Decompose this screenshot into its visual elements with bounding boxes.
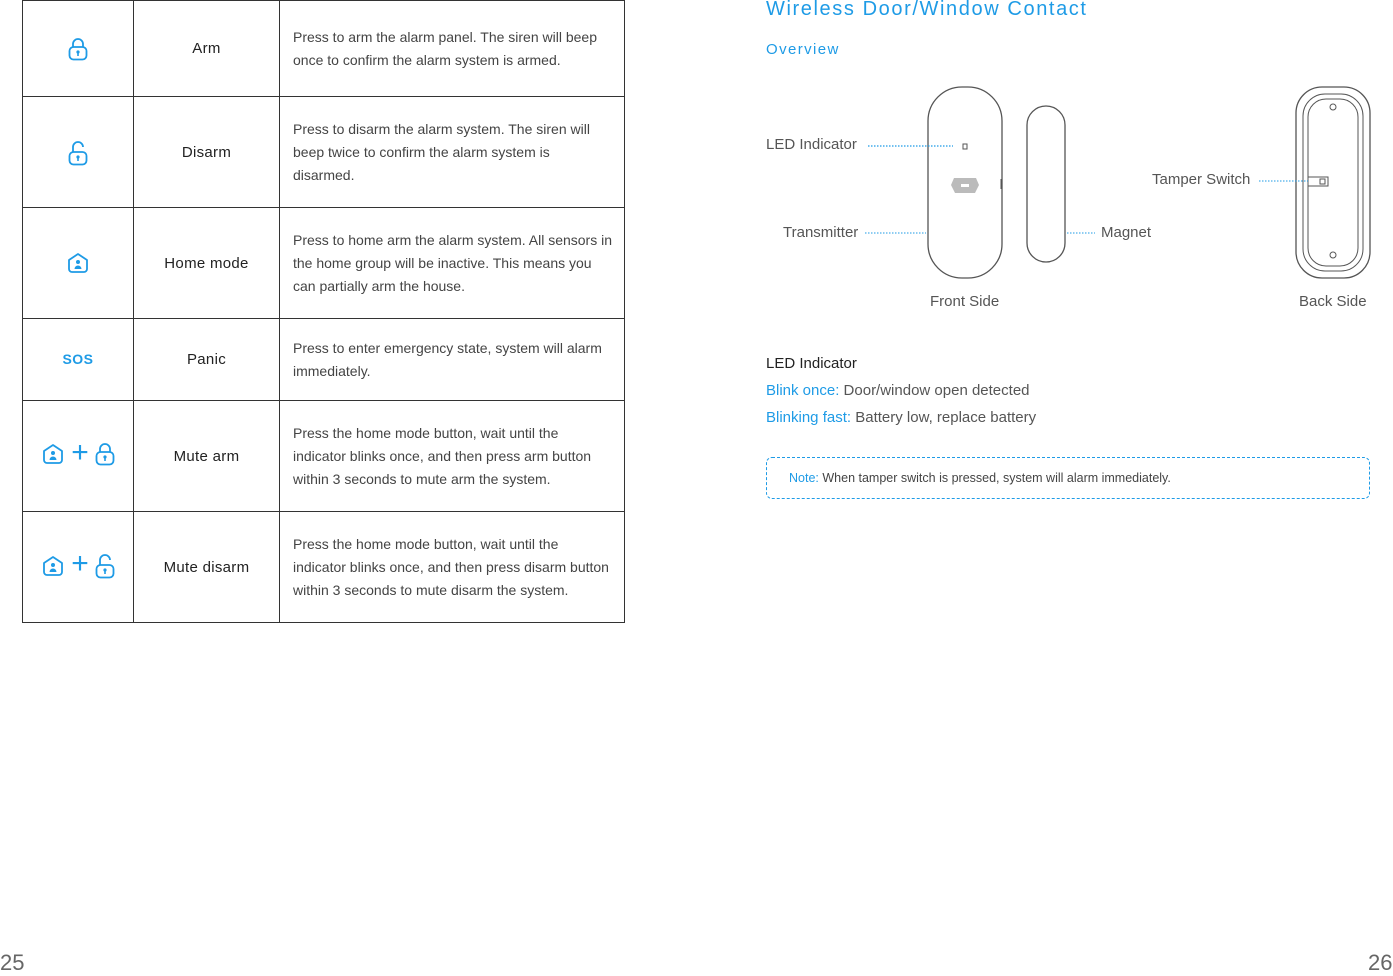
section-subtitle: Overview	[766, 41, 840, 58]
button-name: Mute arm	[134, 401, 280, 512]
led-indicator-heading: LED Indicator	[766, 355, 857, 372]
plus-sign: +	[71, 435, 89, 469]
icon-cell	[23, 97, 134, 208]
table-row	[23, 319, 625, 401]
button-name: Home mode	[134, 208, 280, 319]
tamper-switch-label: Tamper Switch	[1152, 171, 1251, 188]
led-indicator-label: LED Indicator	[766, 136, 857, 153]
icon-cell	[23, 1, 134, 97]
button-name: Panic	[134, 319, 280, 401]
device-illustration	[740, 75, 1390, 325]
button-description: Press to enter emergency state, system will alarm immediately.	[280, 319, 625, 401]
icon-cell	[23, 401, 134, 512]
icon-cell	[23, 512, 134, 623]
home-plus-lock-icon	[41, 435, 115, 469]
device-diagram	[740, 75, 1390, 325]
lock-closed-icon	[95, 442, 115, 466]
lock-closed-icon	[68, 37, 88, 61]
page-number-right: 26	[1368, 950, 1393, 975]
home-icon	[41, 443, 65, 465]
note-text: When tamper switch is pressed, system will alarm immediately.	[822, 471, 1171, 485]
button-description: Press to home arm the alarm system. All sensors in the home group will be inactive. This means you can partially arm the house.	[280, 208, 625, 319]
led-blink-once	[766, 382, 1030, 399]
button-name: Disarm	[134, 97, 280, 208]
button-name: Mute disarm	[134, 512, 280, 623]
home-plus-unlock-icon	[41, 547, 115, 581]
icon-cell	[23, 208, 134, 319]
led-blinking-fast-text: Battery low, replace battery	[855, 409, 1037, 426]
led-blink-once-text: Door/window open detected	[843, 382, 1030, 399]
lock-open-icon	[95, 552, 115, 579]
home-icon	[66, 252, 90, 274]
page-title: Wireless Door/Window Contact	[766, 0, 1088, 20]
table-row	[23, 512, 625, 623]
icon-cell	[23, 319, 134, 401]
table-row	[23, 1, 625, 97]
button-description: Press the home mode button, wait until the indicator blinks once, and then press disarm button within 3 seconds to mute disarm the system.	[280, 512, 625, 623]
page-number-left: 25	[0, 950, 25, 975]
button-description: Press to disarm the alarm system. The siren will beep twice to confirm the alarm system is disarmed.	[280, 97, 625, 208]
table-row	[23, 208, 625, 319]
lock-open-icon	[68, 139, 88, 166]
transmitter-label: Transmitter	[783, 224, 859, 241]
led-blinking-fast	[766, 409, 1036, 426]
button-function-table	[22, 0, 625, 623]
table-row	[23, 97, 625, 208]
back-side-label: Back Side	[1299, 293, 1367, 310]
sos-icon: SOS	[62, 350, 94, 367]
led-blinking-fast-label: Blinking fast:	[766, 409, 852, 426]
table-row	[23, 401, 625, 512]
front-side-label: Front Side	[930, 293, 1000, 310]
button-description: Press the home mode button, wait until the indicator blinks once, and then press arm button within 3 seconds to mute arm the system.	[280, 401, 625, 512]
plus-sign: +	[71, 547, 89, 581]
note-box	[766, 457, 1370, 499]
magnet-label: Magnet	[1101, 224, 1152, 241]
led-blink-once-label: Blink once:	[766, 382, 840, 399]
button-name: Arm	[134, 1, 280, 97]
button-description: Press to arm the alarm panel. The siren will beep once to confirm the alarm system is armed.	[280, 1, 625, 97]
home-icon	[41, 555, 65, 577]
note-label: Note:	[789, 471, 819, 485]
